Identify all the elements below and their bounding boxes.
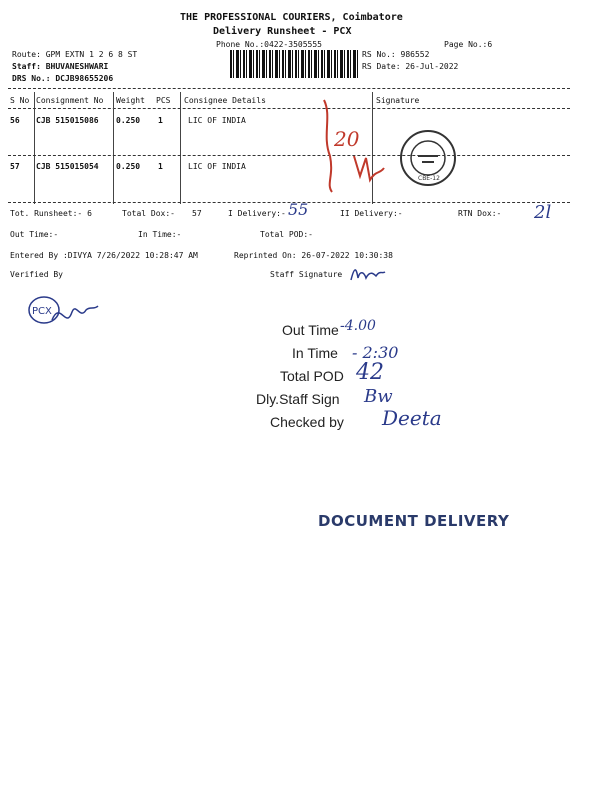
- rs-date: RS Date: 26-Jul-2022: [362, 62, 459, 71]
- row-sno: 57: [10, 162, 20, 171]
- verified-by-label: Verified By: [10, 270, 63, 279]
- stamp-checked-by-value: Deeta: [382, 406, 442, 430]
- drs-number: DRS No.: DCJB98655206: [12, 74, 114, 83]
- col-header-weight: Weight: [116, 96, 145, 105]
- stamp-checked-by-label: Checked by: [270, 414, 344, 430]
- out-time-label: Out Time:-: [10, 230, 59, 239]
- signature-marks: [310, 96, 400, 196]
- stamp-in-time-value: - 2:30: [352, 343, 399, 362]
- circle-stamp-text: CBE-12: [418, 175, 440, 182]
- col-header-sno: S No: [10, 96, 30, 105]
- col-divider: [113, 92, 114, 204]
- col-divider: [34, 92, 35, 204]
- entered-by: Entered By :DIVYA 7/26/2022 10:28:47 AM: [10, 251, 198, 260]
- col-header-consignment: Consignment No: [36, 96, 104, 105]
- total-runsheet: Tot. Runsheet:- 6: [10, 209, 92, 218]
- col-header-signature: Signature: [376, 96, 420, 105]
- rtn-dox-label: RTN Dox:-: [458, 209, 502, 218]
- pcx-seal-text: PCX: [32, 306, 52, 317]
- staff-name: Staff: BHUVANESHWARI: [12, 62, 109, 71]
- i-delivery-handwritten: 55: [288, 200, 309, 219]
- total-pod-label: Total POD:-: [260, 230, 313, 239]
- company-name: THE PROFESSIONAL COURIERS, Coimbatore: [180, 12, 403, 23]
- col-header-consignee: Consignee Details: [184, 96, 266, 105]
- col-header-pcs: PCS: [156, 96, 171, 105]
- phone-number: Phone No.:0422-3505555: [216, 40, 322, 49]
- stamp-total-pod-value: 42: [356, 360, 384, 385]
- stamp-total-pod-label: Total POD: [280, 368, 344, 384]
- page-number: Page No.:6: [444, 40, 493, 49]
- total-dox-value: 57: [192, 209, 202, 218]
- stamp-staff-sign-value: Bw: [364, 386, 393, 407]
- document-delivery-stamp: DOCUMENT DELIVERY: [318, 512, 510, 530]
- staff-signature-mark: [348, 262, 388, 286]
- row-consignee: LIC OF INDIA: [188, 116, 246, 125]
- route: Route: GPM EXTN 1 2 6 8 ST: [12, 50, 138, 59]
- stamp-out-time-value: -4.00: [340, 318, 376, 334]
- header-rule: [8, 108, 570, 109]
- row-pcs: 1: [158, 162, 163, 171]
- stamp-in-time-label: In Time: [292, 345, 338, 361]
- row-weight: 0.250: [116, 162, 141, 171]
- rtn-dox-handwritten: 2l: [534, 202, 552, 223]
- staff-signature-label: Staff Signature: [270, 270, 343, 279]
- table-top-rule: [8, 88, 570, 89]
- barcode: [230, 50, 358, 78]
- col-divider: [180, 92, 181, 204]
- stamp-staff-sign-label: Dly.Staff Sign: [256, 391, 340, 407]
- pcx-seal-icon: [26, 290, 106, 340]
- row-rule: [8, 155, 570, 156]
- ii-delivery-label: II Delivery:-: [340, 209, 403, 218]
- row-consignment: CJB 515015086: [36, 116, 99, 125]
- circle-stamp-icon: [398, 128, 458, 188]
- stamp-out-time-label: Out Time: [282, 322, 339, 338]
- i-delivery-label: I Delivery:-: [228, 209, 286, 218]
- row-weight: 0.250: [116, 116, 141, 125]
- row-sno: 56: [10, 116, 20, 125]
- document-title: Delivery Runsheet - PCX: [213, 26, 352, 37]
- row-consignee: LIC OF INDIA: [188, 162, 246, 171]
- total-dox-label: Total Dox:-: [122, 209, 175, 218]
- rs-number: RS No.: 986552: [362, 50, 430, 59]
- reprinted-on: Reprinted On: 26-07-2022 10:30:38: [234, 251, 393, 260]
- row-handwritten-number: 20: [334, 127, 360, 151]
- row-pcs: 1: [158, 116, 163, 125]
- in-time-label: In Time:-: [138, 230, 182, 239]
- row-consignment: CJB 515015054: [36, 162, 99, 171]
